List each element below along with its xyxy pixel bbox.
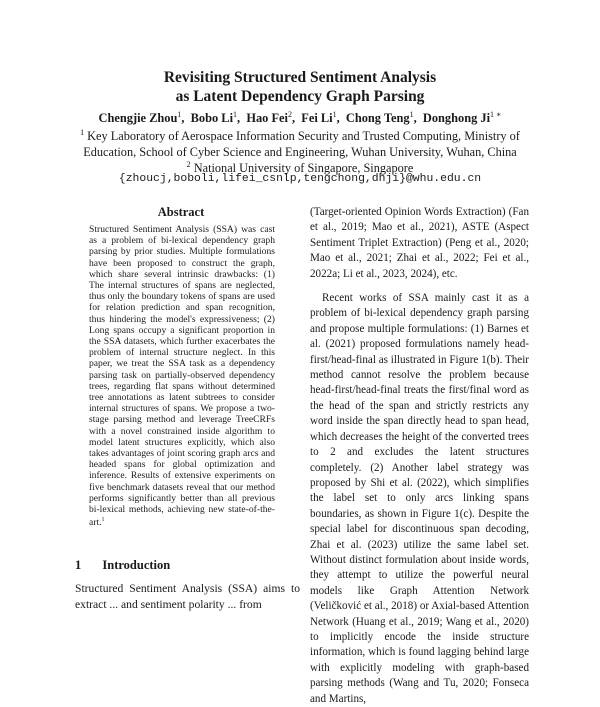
author-name: Chong Teng <box>345 111 410 126</box>
author-name: Chengjie Zhou <box>98 111 178 126</box>
affiliation-2-text: National University of Singapore, Singapore <box>193 161 414 176</box>
title-line-1: Revisiting Structured Sentiment Analysis <box>163 69 437 86</box>
section-number: 1 <box>75 558 82 572</box>
abstract-body <box>89 224 275 529</box>
author-name: Bobo Li <box>190 111 234 126</box>
affiliation-1-line-1: Key Laboratory of Aerospace Information Security and Trusted Computing, Ministry of <box>87 129 520 144</box>
right-paragraph-1: (Target-oriented Opinion Words Extraction) (Fan et al., 2019; Mao et al., 2021), ASTE (Aspect Sentiment Triplet Extraction) (Peng et al., 2020; Mao et al., 2021; Zhai et al., 2022; Fei et al., 2022a; Li et al., 2023, 2024), etc. <box>310 206 529 280</box>
author-affiliation-mark: 1 <box>409 110 414 119</box>
abstract-footnote-mark: 1 <box>101 517 105 524</box>
author-affiliation-mark: 1 ∗ <box>490 110 502 119</box>
affiliation-1-mark: 1 <box>80 128 85 137</box>
author-name: Hao Fei <box>246 111 288 126</box>
author-affiliation-mark: 2 <box>287 110 292 119</box>
author-list: Chengjie Zhou$^1$, Bobo Li$^1$, Hao Fei$^2$, Fei Li$^1$, Chong Teng$^1$, Donghong $Ji^{1 ∗}$ <box>98 110 502 126</box>
right-column <box>310 205 529 707</box>
right-paragraph-2: Recent works of SSA mainly cast it as a problem of bi-lexical dependency graph parsing and propose multiple formulations: (1) Barnes et al. (2021) proposed formulations namely head-first/head-final as illustrated in Figure 1(b). Their method cannot resolve the problem because head-first/head-final treats the first/final word as the head of the span and strictly restricts any word inside the span directly head to span head, which decreases the height of the converted trees to 2 and excludes the latent structures completely. (2) Another label strategy was proposed by Shi et al. (2022), which simplifies the label set to only arcs linking spans boundaries, as shown in Figure 1(c). Despite the special label for discontinuous span decoding, Zhai et al. (2023) utilize the same label set. Without distinct formulation about inside words, they attempt to utilize the powerful neural models like Graph Attention Network (Veličković et al., 2018) or Axial-based Attention Network (Huang et al., 2019; Wang et al., 2020) to implicitly encode the inside structure information, which is found lagging behind large with explicitly modeling with graph-based parsing methods (Wang and Tu, 2020; Fonseca and Martins, <box>310 292 529 705</box>
section-heading-introduction <box>75 558 170 573</box>
author-name: Donghong Ji <box>422 111 491 126</box>
abstract-heading: Abstract <box>157 205 205 219</box>
affiliation-1-line-2: Education, School of Cyber Science and Engineering, Wuhan University, Wuhan, China <box>83 145 517 160</box>
affiliation-2-mark: 2 <box>186 160 191 169</box>
author-name: Fei Li <box>301 111 333 126</box>
section-title: Introduction <box>102 558 171 572</box>
title-line-2: as Latent Dependency Graph Parsing <box>175 88 425 105</box>
author-emails: {zhoucj,boboli,lifei_csnlp,tengchong,dhji}@whu.edu.cn <box>118 173 482 185</box>
author-affiliation-mark: 1 <box>233 110 238 119</box>
affiliation-1 <box>70 125 530 160</box>
paper-title <box>0 68 600 106</box>
introduction-text: Structured Sentiment Analysis (SSA) aims to extract ... and sentiment polarity ... from <box>75 582 300 611</box>
author-affiliation-mark: 1 <box>177 110 182 119</box>
author-affiliation-mark: 1 <box>332 110 337 119</box>
abstract-text: Structured Sentiment Analysis (SSA) was cast as a problem of bi-lexical dependency graph parsing by prior studies. Multiple formulations have been proposed to construct the graph, which share several intrinsic drawbacks: (1) The internal structures of spans are neglected, thus only the boundary tokens of spans are used for relation prediction and span recognition, thus hindering the model's expressiveness; (2) Long spans occupy a significant proportion in the SSA datasets, which further exacerbates the problem of internal structure neglect. In this paper, we treat the SSA task as a dependency parsing task on partially-observed dependency trees, regarding flat spans without determined tree annotations as latent subtrees to consider internal structures of spans. We propose a two-stage parsing method and leverage TreeCRFs with a novel constrained inside algorithm to model latent structures explicitly, which also takes advantages of joint scoring graph arcs and headed spans for global optimization and inference. Results of extensive experiments on five benchmark datasets reveal that our method performs significantly better than all previous bi-lexical methods, achieving new state-of-the-art. <box>89 224 275 529</box>
